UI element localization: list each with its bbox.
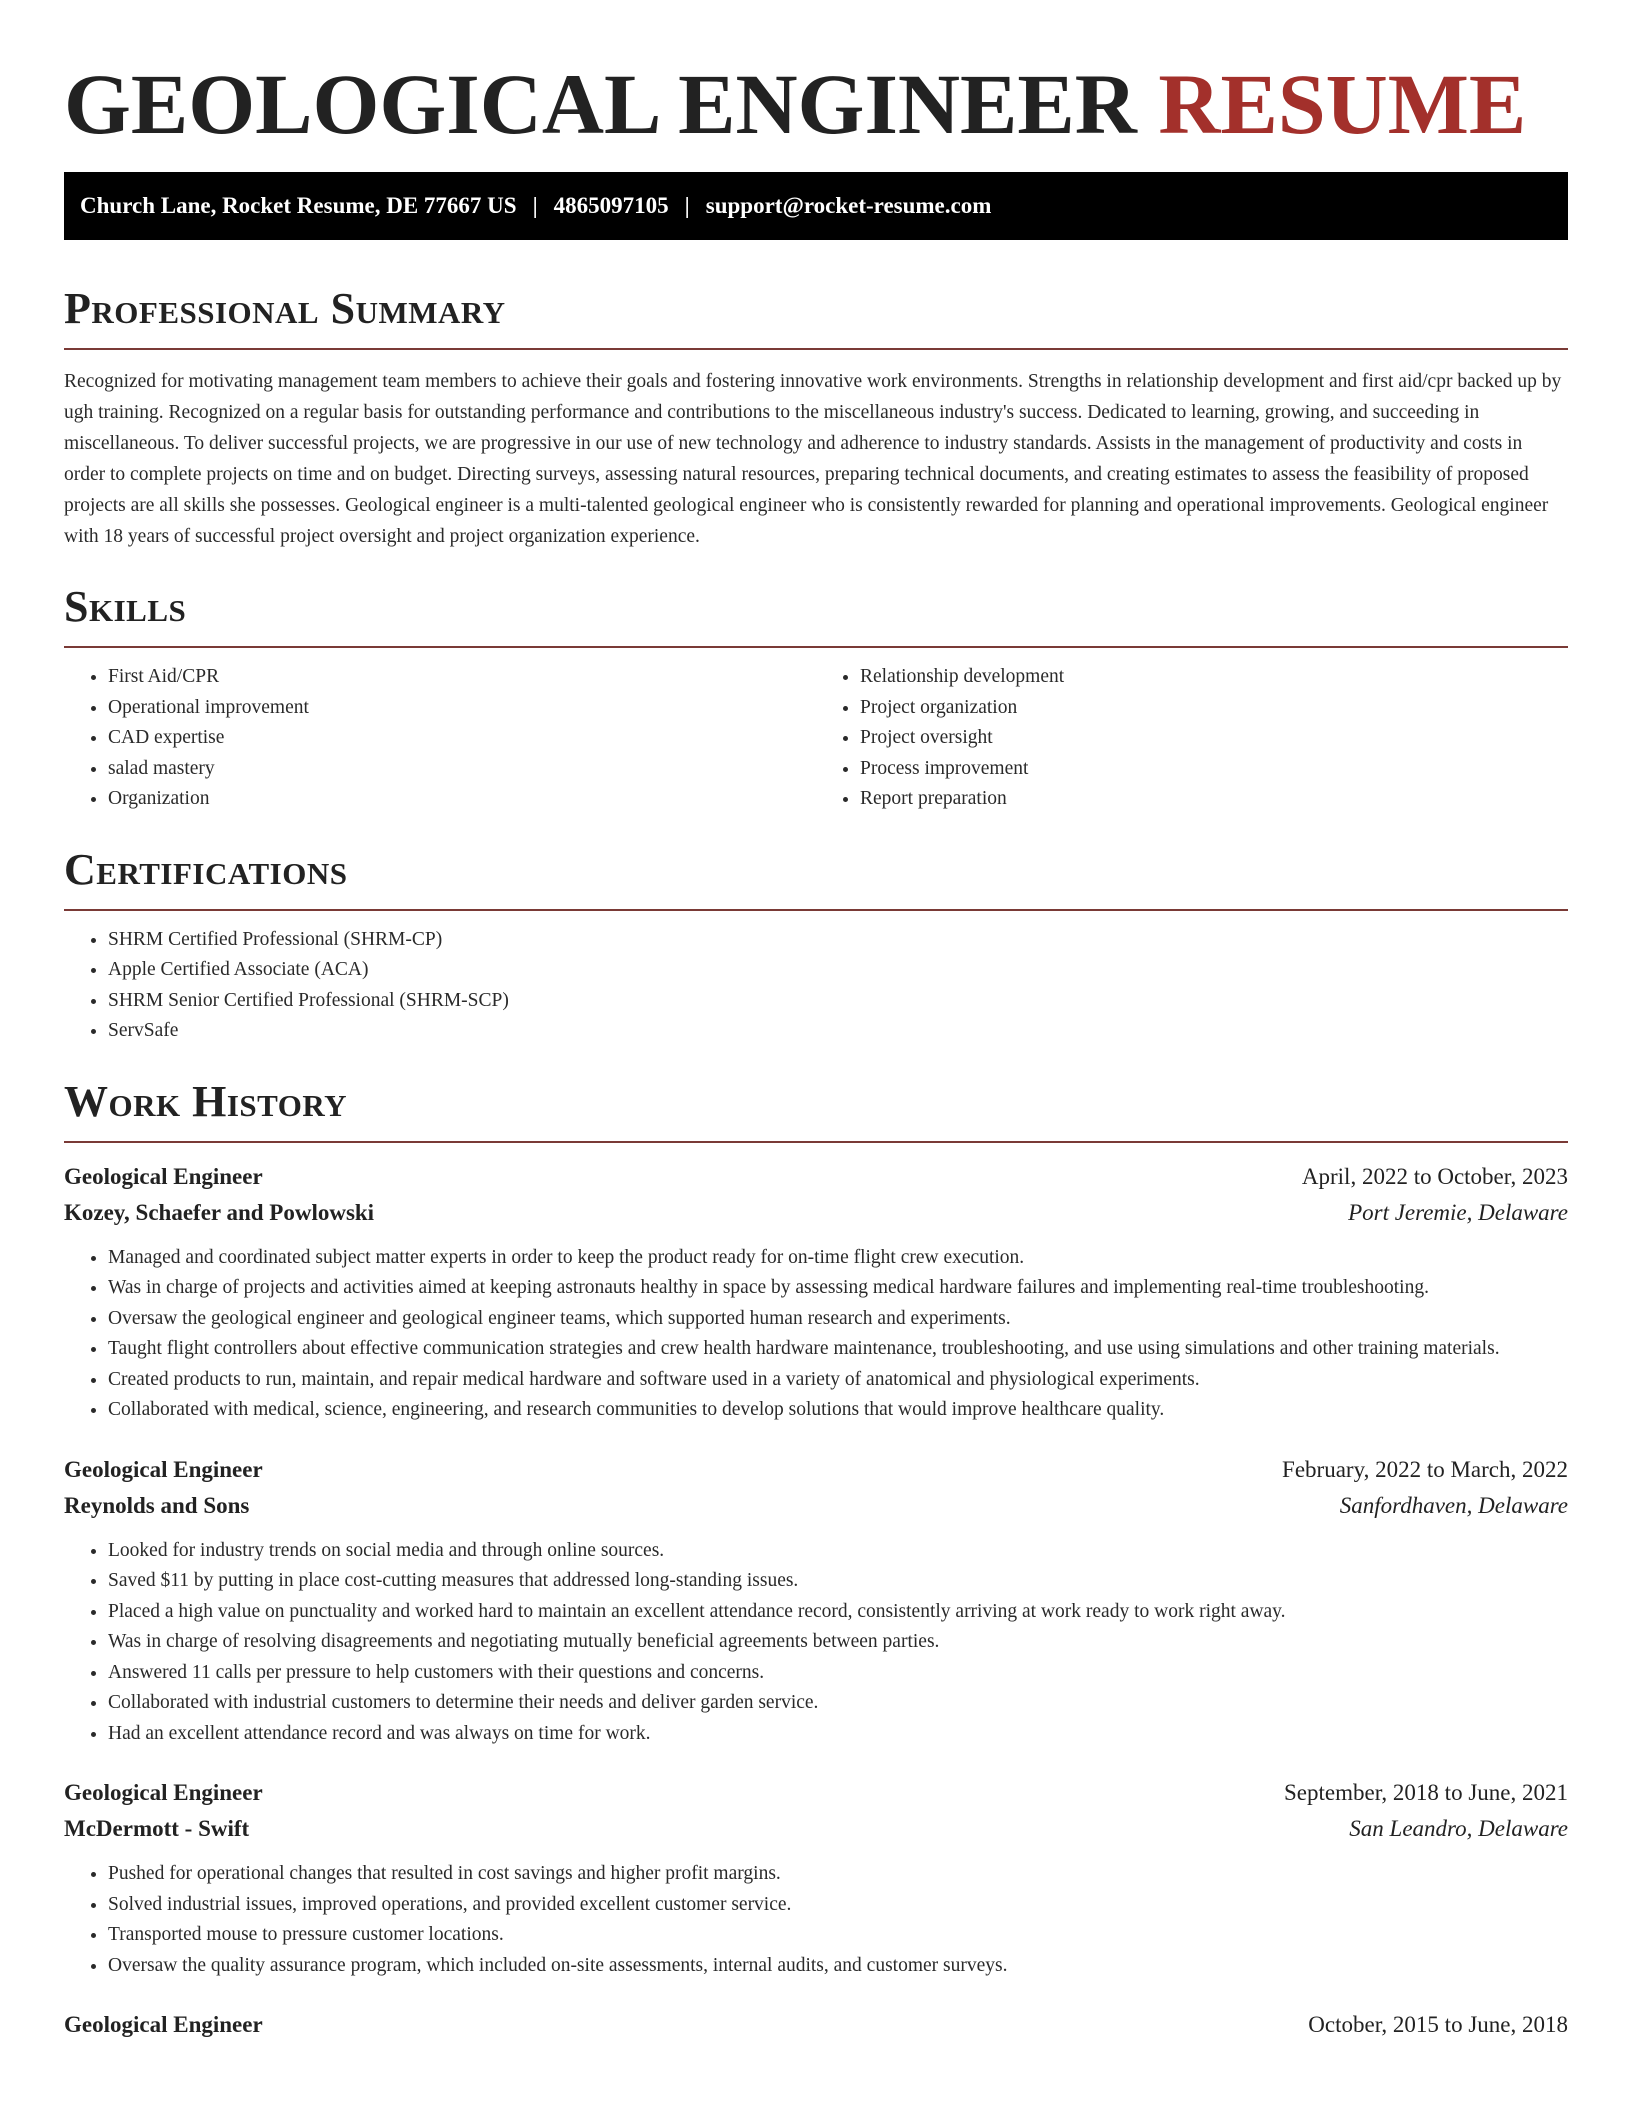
skill-item: • Project oversight [860, 723, 1568, 754]
job-bullet: • Transported mouse to pressure customer locations. [108, 1920, 1568, 1951]
work-history-heading: Work History [64, 1076, 348, 1126]
skill-item: • Relationship development [860, 662, 1568, 693]
skill-item: • First Aid/CPR [108, 662, 816, 693]
job-entry [64, 2007, 1568, 2043]
job-company: Kozey, Schaefer and Powlowski [64, 1199, 375, 1225]
skills-list-right [816, 662, 1568, 815]
contact-bar [64, 172, 1568, 240]
skill-item: • Process improvement [860, 754, 1568, 785]
job-dates: October, 2015 to June, 2018 [1308, 2012, 1568, 2037]
certification-item: • SHRM Certified Professional (SHRM-CP) [108, 925, 1568, 956]
job-location: San Leandro, Delaware [1349, 1816, 1568, 1841]
job-bullet: • Looked for industry trends on social media and through online sources. [108, 1536, 1568, 1567]
job-bullet: • Created products to run, maintain, and repair medical hardware and software used in a variety of anatomical and physiological experiments. [108, 1365, 1568, 1396]
job-title: Geological Engineer [64, 2012, 263, 2037]
section-divider [64, 348, 1568, 350]
skill-item: • Organization [108, 784, 816, 815]
contact-address: Church Lane, Rocket Resume, DE 77667 US [80, 193, 517, 218]
job-dates: February, 2022 to March, 2022 [1282, 1456, 1568, 1482]
job-entry [64, 1775, 1568, 1981]
certification-item: • Apple Certified Associate (ACA) [108, 955, 1568, 986]
job-location: Port Jeremie, Delaware [1348, 1199, 1568, 1225]
job-subheader [64, 1811, 1568, 1847]
section-divider [64, 1141, 1568, 1143]
skill-item: • Operational improvement [108, 693, 816, 724]
job-bullets [64, 1536, 1568, 1750]
job-bullet: • Oversaw the geological engineer and geological engineer teams, which supported human research and experiments. [108, 1304, 1568, 1335]
job-bullet: • Answered 11 calls per pressure to help customers with their questions and concerns. [108, 1658, 1568, 1689]
job-header [64, 1775, 1568, 1811]
summary-section [64, 284, 1568, 552]
job-bullet: • Collaborated with medical, science, engineering, and research communities to develop solutions that would improve healthcare quality. [108, 1395, 1568, 1426]
skills-list-left [64, 662, 816, 815]
title-main: GEOLOGICAL ENGINEER [64, 56, 1137, 152]
job-bullet: • Placed a high value on punctuality and worked hard to maintain an excellent attendance record, consistently arriving at work ready to work right away. [108, 1597, 1568, 1628]
job-title: Geological Engineer [64, 1163, 263, 1189]
job-bullet: • Collaborated with industrial customers to determine their needs and deliver garden service. [108, 1688, 1568, 1719]
job-bullet: • Pushed for operational changes that resulted in cost savings and higher profit margins. [108, 1859, 1568, 1890]
contact-email[interactable]: support@rocket-resume.com [705, 193, 992, 218]
skills-grid [64, 648, 1568, 815]
job-header [64, 1452, 1568, 1488]
job-title: Geological Engineer [64, 1456, 263, 1482]
job-subheader [64, 1195, 1568, 1231]
certifications-heading: Certifications [64, 844, 348, 894]
job-dates: September, 2018 to June, 2021 [1284, 1780, 1568, 1805]
job-bullet: • Oversaw the quality assurance program, which included on-site assessments, internal audits, and customer surveys. [108, 1951, 1568, 1982]
resume-page [64, 0, 1568, 2043]
section-divider [64, 909, 1568, 911]
title-accent: RESUME [1158, 56, 1527, 152]
job-bullet: • Saved $11 by putting in place cost-cutting measures that addressed long-standing issues. [108, 1566, 1568, 1597]
job-company: McDermott - Swift [64, 1816, 250, 1841]
skill-item: • Report preparation [860, 784, 1568, 815]
summary-text: Recognized for motivating management team members to achieve their goals and fostering innovative work environments. Strengths in relationship development and first aid/cpr backed up by ugh training. Recognized on a regular basis for outstanding performance and contributions to the miscellaneous industry's success. Dedicated to learning, growing, and succeeding in miscellaneous. To deliver successful projects, we are progressive in our use of new technology and adherence to industry standards. Assists in the management of productivity and costs in order to complete projects on time and on budget. Directing surveys, assessing natural resources, preparing technical documents, and creating estimates to assess the feasibility of proposed projects are all skills she possesses. Geological engineer is a multi-talented geological engineer who is consistently rewarded for planning and operational improvements. Geological engineer with 18 years of successful project oversight and project organization experience. [64, 371, 1562, 547]
job-bullet: • Was in charge of projects and activities aimed at keeping astronauts healthy in space by assessing medical hardware failures and implementing real-time troubleshooting. [108, 1273, 1568, 1304]
skills-heading: Skills [64, 582, 187, 631]
summary-heading: Professional Summary [64, 284, 506, 333]
skills-section [64, 582, 1568, 815]
skill-item: • Project organization [860, 693, 1568, 724]
skill-item: • salad mastery [108, 754, 816, 785]
job-entry [64, 1159, 1568, 1426]
job-bullets [64, 1859, 1568, 1981]
job-location: Sanfordhaven, Delaware [1339, 1492, 1568, 1518]
job-bullet: • Solved industrial issues, improved operations, and provided excellent customer service. [108, 1890, 1568, 1921]
certifications-list [64, 925, 1568, 1047]
job-header [64, 1159, 1568, 1195]
contact-separator: | [532, 193, 538, 218]
job-entry [64, 1452, 1568, 1750]
job-dates: April, 2022 to October, 2023 [1301, 1163, 1568, 1189]
work-history-section [64, 1077, 1568, 2044]
job-bullet: • Taught flight controllers about effective communication strategies and crew health hardware maintenance, troubleshooting, and use using simulations and other training materials. [108, 1334, 1568, 1365]
contact-phone: 4865097105 [553, 193, 669, 218]
certification-item: • SHRM Senior Certified Professional (SHRM-SCP) [108, 986, 1568, 1017]
job-bullet: • Managed and coordinated subject matter experts in order to keep the product ready for on-time flight crew execution. [108, 1243, 1568, 1274]
contact-separator: | [684, 193, 690, 218]
skill-item: • CAD expertise [108, 723, 816, 754]
certification-item: • ServSafe [108, 1016, 1568, 1047]
job-bullet: • Had an excellent attendance record and was always on time for work. [108, 1719, 1568, 1750]
job-subheader [64, 1488, 1568, 1524]
job-company: Reynolds and Sons [64, 1492, 250, 1518]
job-bullets [64, 1243, 1568, 1426]
job-bullet: • Was in charge of resolving disagreements and negotiating mutually beneficial agreements between parties. [108, 1627, 1568, 1658]
job-title: Geological Engineer [64, 1780, 263, 1805]
job-header [64, 2007, 1568, 2043]
certifications-section [64, 845, 1568, 1047]
resume-title [64, 58, 1568, 150]
